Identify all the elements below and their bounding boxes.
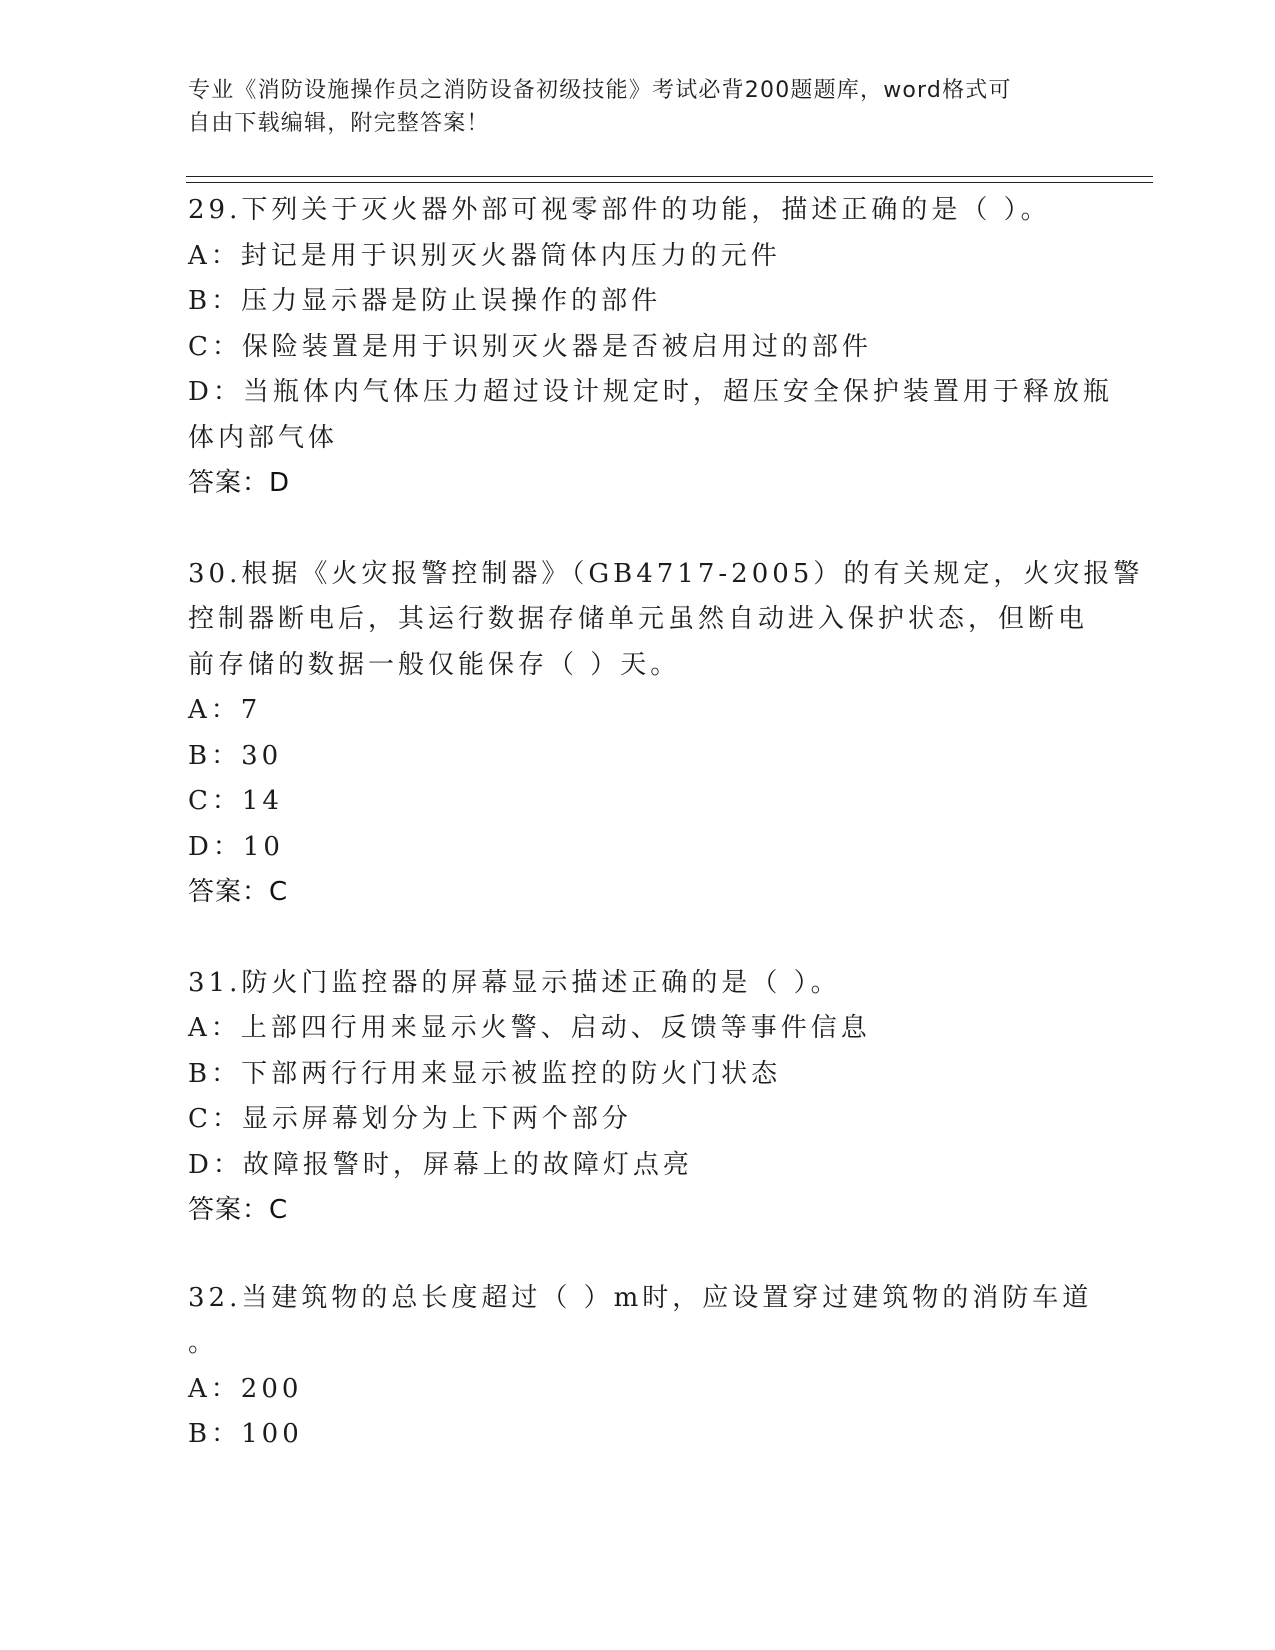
question-stem-continued: 。 [188,1328,219,1358]
option-a: A：封记是用于识别灭火器筒体内压力的元件 [188,240,781,271]
option-b: B：下部两行行用来显示被监控的防火门状态 [188,1058,782,1089]
option-d: D：当瓶体内气体压力超过设计规定时，超压安全保护装置用于释放瓶 [188,377,1113,407]
option-d-continued: 体内部气体 [188,422,339,453]
question-stem-continued: 前存储的数据一般仅能保存（ ）天。 [188,649,681,680]
option-b: B：压力显示器是防止误操作的部件 [188,286,662,316]
option-b: B：30 [188,740,283,771]
document-header [188,74,1068,140]
option-a: A：7 [188,695,262,725]
question-block [188,961,1088,1234]
question-block [188,552,1144,916]
option-a: A：200 [188,1373,303,1404]
option-c: C：显示屏幕划分为上下两个部分 [188,1104,632,1134]
option-d: D：10 [188,831,284,862]
header-line-2: 自由下载编辑，附完整答案！ [188,111,490,136]
question-stem: 32.当建筑物的总长度超过（ ）m时，应设置穿过建筑物的消防车道 [188,1282,1093,1313]
answer-text: 答案：C [188,1195,289,1225]
option-d: D：故障报警时，屏幕上的故障灯点亮 [188,1149,693,1180]
answer-text: 答案：C [188,877,289,907]
option-a: A：上部四行用来显示火警、启动、反馈等事件信息 [188,1013,871,1043]
question-block [188,188,1113,507]
question-list [188,188,1144,1458]
question-stem-continued: 控制器断电后，其运行数据存储单元虽然自动进入保护状态，但断电 [188,604,1089,634]
question-stem: 30.根据《火灾报警控制器》（GB4717-2005）的有关规定，火灾报警 [188,558,1144,589]
option-b: B：100 [188,1419,303,1449]
question-block [188,1276,1093,1458]
header-line-1: 专业《消防设施操作员之消防设备初级技能》考试必背200题题库，word格式可 [188,78,1012,103]
answer-text: 答案：D [188,468,291,498]
question-stem: 31.防火门监控器的屏幕显示描述正确的是（ ）。 [188,967,841,998]
header-divider-top [186,176,1153,177]
option-c: C：保险装置是用于识别灭火器是否被启用过的部件 [188,331,872,362]
question-stem: 29.下列关于灭火器外部可视零部件的功能，描述正确的是（ ）。 [188,195,1051,225]
option-c: C：14 [188,786,283,816]
header-divider-bottom [186,182,1153,183]
